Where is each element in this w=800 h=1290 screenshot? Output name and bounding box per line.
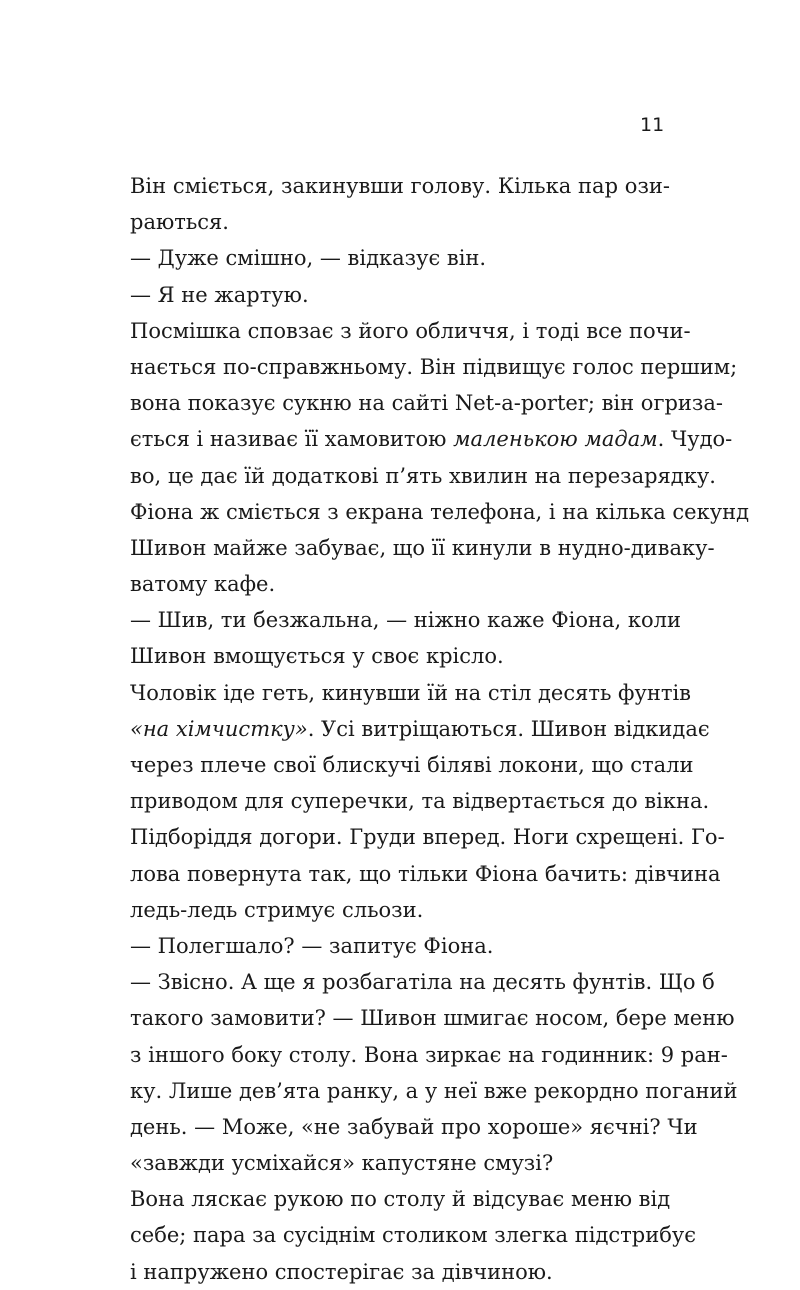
text-line: — Дуже смішно, — відказує він. — [130, 246, 487, 271]
text-line: день. — Може, «не забувай про хороше» яєчні? Чи — [130, 1114, 698, 1139]
text-line: нається по-справжньому. Він підвищує голос першим; — [130, 354, 738, 379]
text-line: вона показує сукню на сайті Net-a-porter; він огриза- — [130, 391, 723, 416]
text-line: Посмішка сповзає з його обличчя, і тоді все почи- — [130, 318, 691, 343]
text-line: приводом для суперечки, та відвертається до вікна. — [130, 789, 710, 814]
text-line: через плече свої блискучі біляві локони, що стали — [130, 753, 694, 777]
italic-emphasis: «на хімчистку» — [130, 716, 308, 741]
text-line: — Звісно. А ще я розбагатіла на десять фунтів. Що б — [130, 970, 715, 995]
italic-emphasis: маленькою мадам — [453, 427, 658, 452]
text-line: — Я не жартую. — [130, 282, 309, 307]
text-line: з іншого боку столу. Вона зиркає на годинник: 9 ран- — [130, 1042, 728, 1067]
text-line: лова повернута так, що тільки Фіона бачить: дівчина — [130, 861, 721, 886]
text-line: ватому кафе. — [130, 572, 276, 597]
text-line: «завжди усміхайся» капустяне смузі? — [130, 1151, 554, 1176]
text-line: Підборіддя догори. Груди вперед. Ноги схрещені. Го- — [130, 825, 725, 850]
text-line: раються. — [130, 210, 229, 235]
text-line: ється і називає її хамовитою маленькою мадам. Чудо- — [130, 427, 733, 452]
text-line: «на хімчистку». Усі витріщаються. Шивон відкидає — [130, 716, 710, 741]
text-line: Вона ляскає рукою по столу й відсуває меню від — [130, 1187, 671, 1212]
text-line: во, це дає їй додаткові п’ять хвилин на перезарядку. — [130, 463, 716, 488]
text-line: — Полегшало? — запитує Фіона. — [130, 933, 494, 958]
text-line: ку. Лише дев’ята ранку, а у неї вже рекордно поганий — [130, 1078, 738, 1103]
text-line: і напружено спостерігає за дівчиною. — [130, 1259, 553, 1284]
text-line: Він сміється, закинувши голову. Кілька пар ози- — [130, 174, 670, 198]
text-line: Шивон вмощується у своє крісло. — [130, 644, 504, 669]
text-line: — Шив, ти безжальна, — ніжно каже Фіона, коли — [130, 608, 681, 633]
text-line: такого замовити? — Шивон шмигає носом, бере меню — [130, 1006, 735, 1031]
text-line: Шивон майже забуває, що її кинули в нудно-диваку- — [130, 535, 715, 560]
text-line: Чоловік іде геть, кинувши їй на стіл десять фунтів — [130, 680, 692, 705]
page-number: 11 — [640, 114, 665, 136]
text-line: ледь-ледь стримує сльози. — [130, 897, 424, 922]
text-line: Фіона ж сміється з екрана телефона, і на кілька секунд — [130, 499, 749, 524]
body-text — [130, 168, 749, 1290]
text-line: себе; пара за сусіднім столиком злегка підстрибує — [130, 1223, 696, 1248]
